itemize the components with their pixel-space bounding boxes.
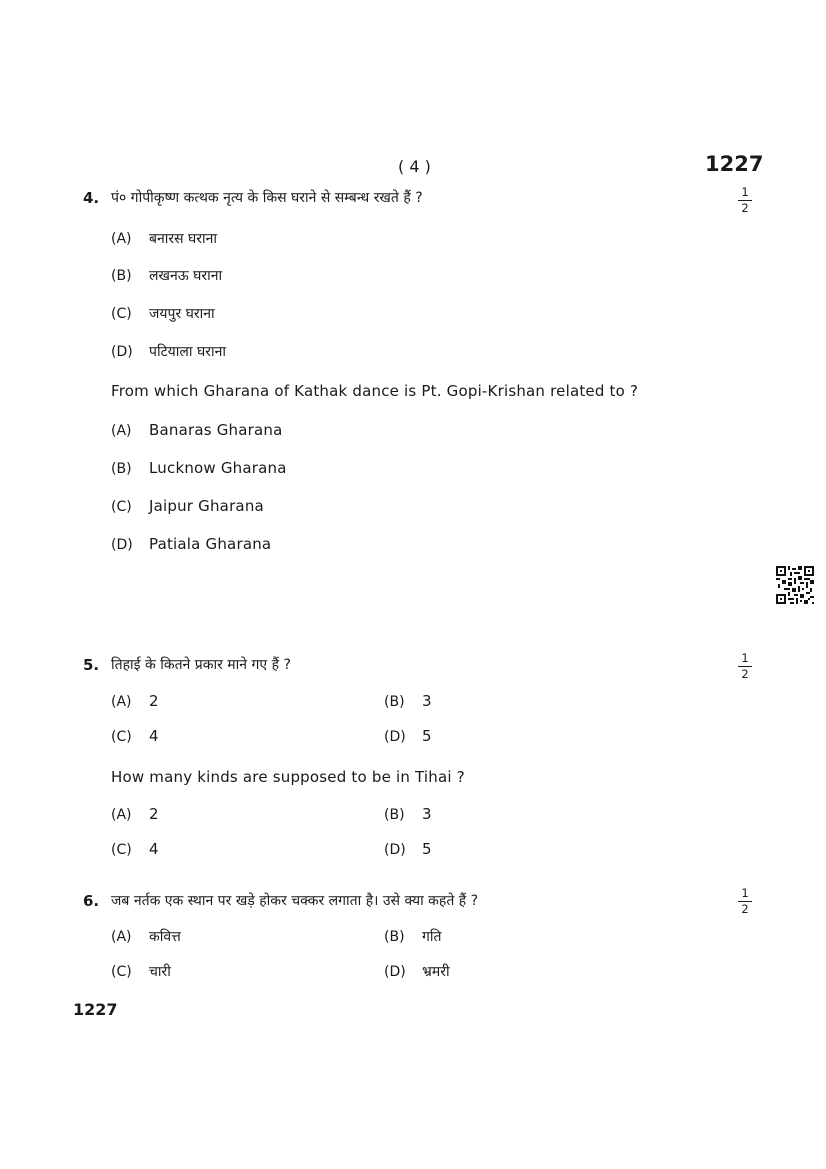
option-label: (A): [111, 929, 132, 945]
marks-denominator: 2: [741, 902, 749, 916]
option-text: Patiala Gharana: [149, 535, 272, 553]
question-text-hindi: जब नर्तक एक स्थान पर खड़े होकर चक्कर लगाता है। उसे क्या कहते हैं ?: [111, 893, 479, 909]
option-text: गति: [422, 929, 442, 945]
option-text: 3: [422, 692, 432, 710]
option-text: Jaipur Gharana: [149, 497, 264, 515]
option-label: (D): [384, 964, 406, 980]
option-d-hindi: [111, 341, 226, 361]
option-c-hindi: [111, 303, 215, 323]
option-c-hindi: [111, 726, 159, 745]
option-a-hindi: [111, 228, 217, 248]
option-text: 2: [149, 692, 159, 710]
option-text: भ्रमरी: [422, 964, 450, 980]
option-label: (C): [111, 499, 132, 515]
option-d-hindi: [384, 961, 450, 981]
marks-fraction: [738, 887, 752, 916]
option-a-english: [111, 804, 159, 823]
option-b-english: [384, 804, 432, 823]
option-b-hindi: [111, 265, 222, 285]
option-label: (A): [111, 694, 132, 710]
option-label: (C): [111, 842, 132, 858]
option-label: (C): [111, 306, 132, 322]
marks-denominator: 2: [741, 667, 749, 681]
option-c-hindi: [111, 961, 171, 981]
question-number: 5.: [83, 656, 100, 674]
option-text: Banaras Gharana: [149, 421, 283, 439]
marks-numerator: 1: [741, 185, 749, 199]
paper-code-footer: 1227: [73, 1000, 118, 1019]
qr-code-icon: [776, 566, 814, 604]
marks-numerator: 1: [741, 651, 749, 665]
question-text-english: From which Gharana of Kathak dance is Pt. Gopi-Krishan related to ?: [111, 382, 639, 400]
option-label: (D): [384, 842, 406, 858]
option-label: (B): [111, 461, 132, 477]
option-text: 2: [149, 805, 159, 823]
question-number: 4.: [83, 189, 100, 207]
option-label: (B): [384, 807, 405, 823]
option-label: (D): [111, 344, 133, 360]
option-label: (B): [111, 268, 132, 284]
option-text: 4: [149, 727, 159, 745]
question-text-english: How many kinds are supposed to be in Tihai ?: [111, 768, 465, 786]
option-text: 3: [422, 805, 432, 823]
option-c-english: [111, 839, 159, 858]
question-text-hindi: पं० गोपीकृष्ण कत्थक नृत्य के किस घराने से सम्बन्ध रखते हैं ?: [111, 190, 423, 206]
option-label: (A): [111, 231, 132, 247]
option-c-english: [111, 496, 264, 515]
option-text: चारी: [149, 964, 171, 980]
option-label: (B): [384, 929, 405, 945]
option-d-hindi: [384, 726, 432, 745]
option-label: (A): [111, 423, 132, 439]
option-text: 5: [422, 840, 432, 858]
marks-fraction: [738, 652, 752, 681]
option-text: कवित्त: [149, 929, 181, 945]
question-text-hindi: तिहाई के कितने प्रकार माने गए हैं ?: [111, 657, 291, 673]
option-b-hindi: [384, 926, 442, 946]
option-label: (A): [111, 807, 132, 823]
marks-numerator: 1: [741, 886, 749, 900]
option-text: Lucknow Gharana: [149, 459, 287, 477]
option-label: (C): [111, 964, 132, 980]
option-d-english: [111, 534, 271, 553]
option-a-hindi: [111, 926, 181, 946]
option-text: पटियाला घराना: [149, 344, 226, 360]
option-label: (C): [111, 729, 132, 745]
page-number: ( 4 ): [398, 157, 431, 176]
option-b-hindi: [384, 691, 432, 710]
marks-fraction: [738, 186, 752, 215]
option-label: (B): [384, 694, 405, 710]
option-text: 4: [149, 840, 159, 858]
option-text: 5: [422, 727, 432, 745]
option-text: जयपुर घराना: [149, 306, 215, 322]
question-number: 6.: [83, 892, 100, 910]
option-a-hindi: [111, 691, 159, 710]
option-text: लखनऊ घराना: [149, 268, 223, 284]
paper-code-header: 1227: [705, 152, 764, 176]
option-label: (D): [111, 537, 133, 553]
option-text: बनारस घराना: [149, 231, 218, 247]
option-label: (D): [384, 729, 406, 745]
option-d-english: [384, 839, 432, 858]
option-a-english: [111, 420, 283, 439]
marks-denominator: 2: [741, 201, 749, 215]
option-b-english: [111, 458, 287, 477]
